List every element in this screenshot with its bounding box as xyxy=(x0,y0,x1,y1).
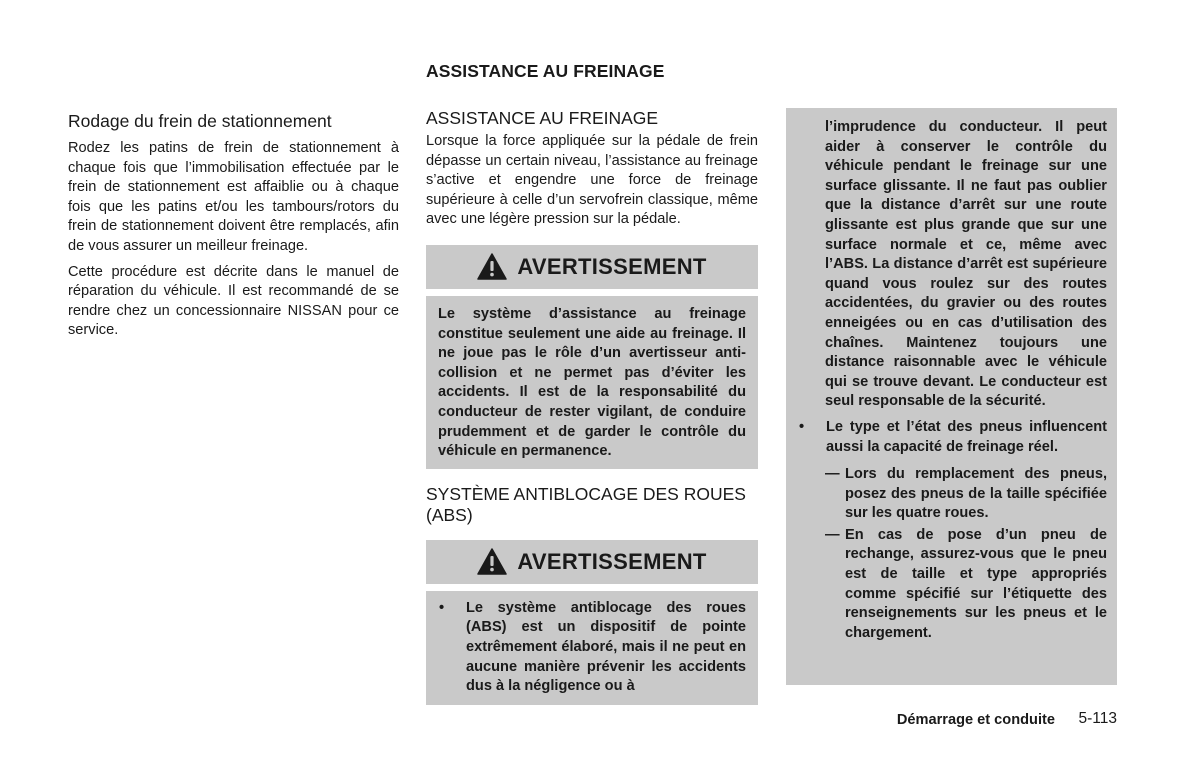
warning-header-1 xyxy=(426,245,758,289)
subhead-abs: SYSTÈME ANTIBLOCAGE DES ROUES (ABS) xyxy=(426,483,746,525)
bullet-marker: • xyxy=(439,599,445,616)
page-header-title: ASSISTANCE AU FREINAGE xyxy=(426,61,665,81)
list-item xyxy=(825,465,1107,524)
footer-section-title: Démarrage et conduite xyxy=(896,712,1055,728)
bullet-text-tires: Le type et l’état des pneus influencent aussi la capacité de freinage réel. xyxy=(826,418,1107,455)
list-item xyxy=(798,418,1107,457)
left-column xyxy=(68,111,399,347)
warning-continuation-box xyxy=(786,108,1117,685)
warning-triangle-icon xyxy=(477,548,507,575)
list-item xyxy=(438,599,746,697)
bullet-marker: • xyxy=(799,418,805,435)
dash-marker: — xyxy=(825,526,840,543)
warning-text-2 xyxy=(426,591,758,705)
list-item xyxy=(825,526,1107,644)
warning-text-1: Le système d’assistance au freinage constitue seulement une aide au freinage. Il ne joue pas le rôle d’un avertisseur anti-collision et ne permet pas d’éviter les accidents. Il est de la responsabilité du conducteur de rester vigilant, de conduire prudemment et de garder le contrôle du véhicule en permanence. xyxy=(426,296,758,469)
dash-text-replacement: Lors du remplacement des pneus, posez des pneus de la taille spécifiée sur les quatre roues. xyxy=(845,466,1107,522)
dash-list xyxy=(798,465,1107,643)
paragraph-parking-brake-2: Cette procédure est décrite dans le manuel de réparation du véhicule. Il est recommandé de se rendre chez un concessionnaire NISSAN pour ce service. xyxy=(68,263,399,339)
paragraph-brake-assist: Lorsque la force appliquée sur la pédale de frein dépasse un certain niveau, l’assistance au freinage s’active et engendre une force de freinage supérieure à celle d’un servofrein classique, même avec une légère pression sur la pédale. xyxy=(426,133,758,228)
bullet-text-abs: Le système antiblocage des roues (ABS) est un dispositif de pointe extrêmement élaboré, mais il ne peut en aucune manière prévenir les accidents dus à la négligence ou à xyxy=(466,599,746,695)
warning-title-1: AVERTISSEMENT xyxy=(517,253,707,279)
paragraph-parking-brake-1: Rodez les patins de frein de stationnement à chaque fois que l’immobilisation effectuée par le frein de stationnement est affaiblie ou à chaque fois que les patins et/ou les tambours/rotors du frein de stationnement doivent être remplacés, afin de vous assurer un meilleur freinage. xyxy=(68,140,399,254)
subhead-parking-brake: Rodage du frein de stationnement xyxy=(68,111,332,131)
warning-header-2 xyxy=(426,540,758,584)
right-column xyxy=(786,108,1117,685)
middle-column xyxy=(426,108,758,705)
dash-text-spare: En cas de pose d’un pneu de rechange, assurez-vous que le pneu est de taille et type appropriés comme spécifié sur l’étiquette des renseignements sur les pneus et le chargement. xyxy=(845,526,1107,641)
warning-title-2: AVERTISSEMENT xyxy=(517,548,707,574)
warning-continued-text: l’imprudence du conducteur. Il peut aider à conserver le contrôle du véhicule pendant le freinage sur une surface glissante. Il ne faut pas oublier que la distance d’arrêt sur une route glissante est plus grande que sur une surface normale et ce, même avec l’ABS. La distance d’arrêt est supérieure quand vous roulez sur des routes accidentées, du gravier ou des routes enneigées ou en cas d’utilisation des chaînes. Maintenez toujours une distance raisonnable avec le véhicule qui se trouve devant. Le conducteur est seul responsable de la sécurité. xyxy=(825,119,1107,410)
footer-page-number: 5-113 xyxy=(1078,710,1117,727)
warning-triangle-icon xyxy=(477,253,507,280)
dash-marker: — xyxy=(825,466,840,483)
subhead-brake-assist: ASSISTANCE AU FREINAGE xyxy=(426,108,659,128)
